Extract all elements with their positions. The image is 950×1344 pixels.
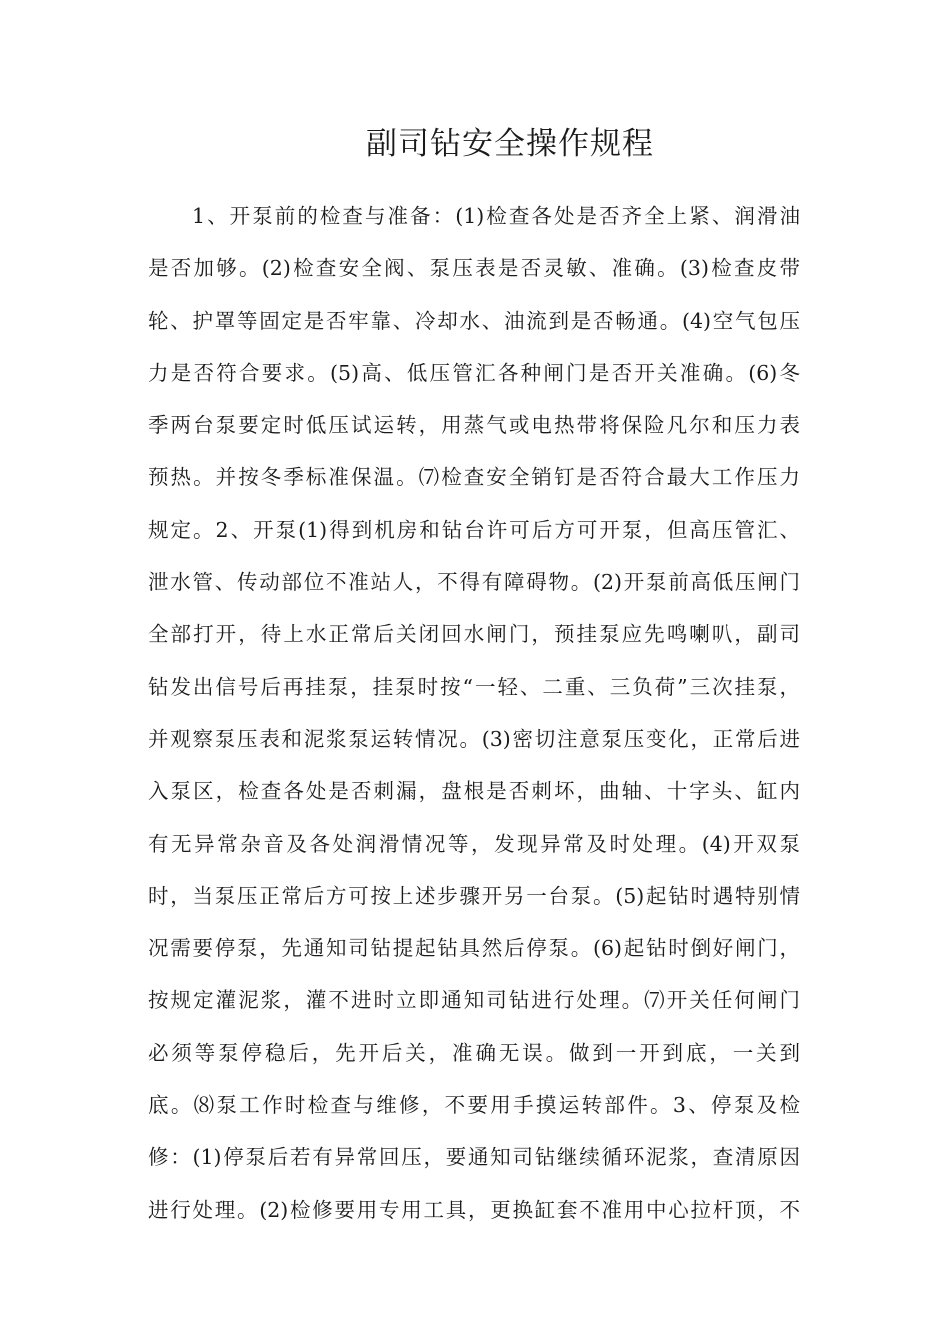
body-line: 并观察泵压表和泥浆泵运转情况。(3)密切注意泵压变化，正常后进	[148, 726, 800, 751]
body-line: 预热。并按冬季标准保温。⑺检查安全销钉是否符合最大工作压力	[148, 465, 800, 490]
document-body	[148, 190, 800, 1236]
body-line: 时，当泵压正常后方可按上述步骤开另一台泵。(5)起钻时遇特别情	[148, 883, 800, 908]
body-line: 力是否符合要求。(5)高、低压管汇各种闸门是否开关准确。(6)冬	[148, 360, 800, 385]
body-line: 泄水管、传动部位不准站人，不得有障碍物。(2)开泵前高低压闸门	[148, 570, 800, 595]
body-line: 规定。2、开泵(1)得到机房和钻台许可后方可开泵，但高压管汇、	[148, 517, 800, 542]
document-title: 副司钻安全操作规程	[366, 126, 654, 162]
body-line: 钻发出信号后再挂泵，挂泵时按“一轻、二重、三负荷”三次挂泵，	[148, 674, 800, 699]
body-line: 必须等泵停稳后，先开后关，准确无误。做到一开到底，一关到	[148, 1040, 800, 1065]
body-line: 况需要停泵，先通知司钻提起钻具然后停泵。(6)起钻时倒好闸门，	[148, 936, 800, 961]
body-line: 进行处理。(2)检修要用专用工具，更换缸套不准用中心拉杆顶，不	[148, 1197, 800, 1222]
body-line: 按规定灌泥浆，灌不进时立即通知司钻进行处理。⑺开关任何闸门	[148, 988, 800, 1013]
body-line: 轮、护罩等固定是否牢靠、冷却水、油流到是否畅通。(4)空气包压	[148, 308, 800, 333]
body-line: 全部打开，待上水正常后关闭回水闸门，预挂泵应先鸣喇叭，副司	[148, 622, 800, 647]
body-line: 有无异常杂音及各处润滑情况等，发现异常及时处理。(4)开双泵	[148, 831, 800, 856]
body-line: 入泵区，检查各处是否刺漏，盘根是否刺坏，曲轴、十字头、缸内	[148, 779, 800, 804]
body-line: 修：(1)停泵后若有异常回压，要通知司钻继续循环泥浆，查清原因	[148, 1145, 800, 1170]
body-line: 是否加够。(2)检查安全阀、泵压表是否灵敏、准确。(3)检查皮带	[148, 256, 800, 281]
body-line: 1、开泵前的检查与准备：(1)检查各处是否齐全上紧、润滑油	[192, 204, 800, 228]
body-line: 底。⑻泵工作时检查与维修，不要用手摸运转部件。3、停泵及检	[148, 1093, 800, 1118]
body-line: 季两台泵要定时低压试运转，用蒸气或电热带将保险凡尔和压力表	[148, 413, 800, 438]
